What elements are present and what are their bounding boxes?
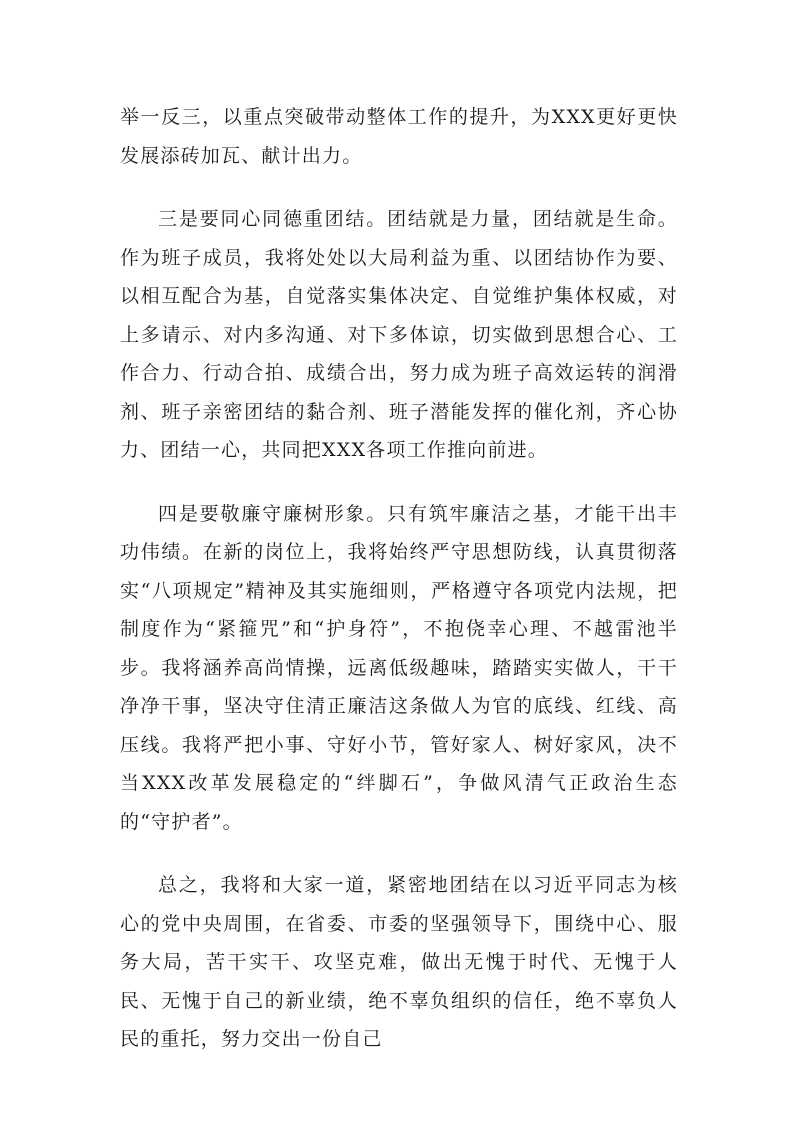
paragraph-continuation: 举一反三，以重点突破带动整体工作的提升，为XXX更好更快发展添砖加瓦、献计出力。 (120, 106, 678, 167)
paragraph-integrity: 四是要敬廉守廉树形象。只有筑牢廉洁之基，才能干出丰功伟绩。在新的岗位上，我将始终严守思想防线，认真贯彻落实“八项规定”精神及其实施细则，严格遵守各项党内法规，把制度作为“紧箍咒”和“护身符”，不抱侥幸心理、不越雷池半步。我将涵养高尚情操，远离低级趣味，踏踏实实做人，干干净净干事，坚决守住清正廉洁这条做人为官的底线、红线、高压线。我将严把小事、守好小节，管好家人、树好家风，决不当XXX改革发展稳定的“绊脚石”，争做风清气正政治生态的“守护者”。 (120, 502, 678, 833)
paragraph-unity: 三是要同心同德重团结。团结就是力量，团结就是生命。作为班子成员，我将处处以大局利益为重、以团结协作为要、以相互配合为基，自觉落实集体决定、自觉维护集体权威，对上多请示、对内多沟通、对下多体谅，切实做到思想合心、工作合力、行动合拍、成绩合出，努力成为班子高效运转的润滑剂、班子亲密团结的黏合剂、班子潜能发挥的催化剂，齐心协力、团结一心，共同把XXX各项工作推向前进。 (120, 208, 678, 461)
paragraph-gap (120, 470, 678, 495)
paragraph-conclusion: 总之，我将和大家一道，紧密地团结在以习近平同志为核心的党中央周围，在省委、市委的坚强领导下，围绕中心、服务大局，苦干实干、攻坚克难，做出无愧于时代、无愧于人民、无愧于自己的新业绩，绝不辜负组织的信任，绝不辜负人民的重托，努力交出一份自己 (120, 874, 678, 1050)
paragraph-gap (120, 841, 678, 866)
document-body (120, 98, 678, 1059)
paragraph-gap (120, 175, 678, 200)
